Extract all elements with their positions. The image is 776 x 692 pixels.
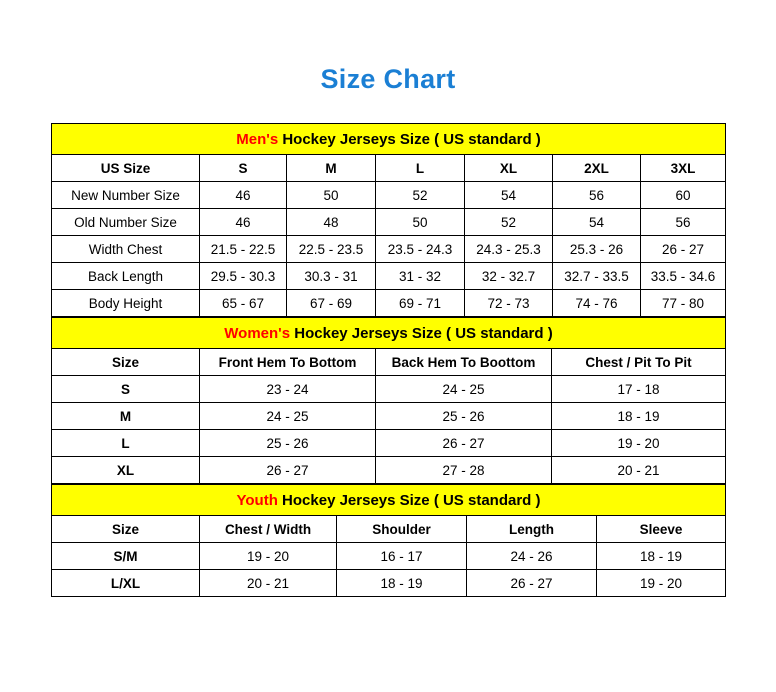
table-cell: 19 - 20 <box>597 570 726 597</box>
youth-banner-row <box>52 485 726 516</box>
table-row <box>52 457 726 484</box>
womens-size-table <box>51 317 726 484</box>
table-row <box>52 403 726 430</box>
table-cell: 25.3 - 26 <box>553 236 641 263</box>
mens-header-cell: 3XL <box>641 155 726 182</box>
table-cell: 48 <box>287 209 376 236</box>
womens-banner-accent: Women's <box>224 324 291 342</box>
table-cell: 23 - 24 <box>200 376 376 403</box>
row-label: Body Height <box>52 290 200 317</box>
table-cell: 21.5 - 22.5 <box>200 236 287 263</box>
table-cell: 32 - 32.7 <box>465 263 553 290</box>
table-row <box>52 376 726 403</box>
row-label: L <box>52 430 200 457</box>
womens-banner-row <box>52 318 726 349</box>
table-cell: 22.5 - 23.5 <box>287 236 376 263</box>
womens-header-row <box>52 349 726 376</box>
table-cell: 56 <box>553 182 641 209</box>
womens-banner-cell <box>52 318 726 349</box>
mens-header-row <box>52 155 726 182</box>
table-cell: 24 - 26 <box>467 543 597 570</box>
table-cell: 32.7 - 33.5 <box>553 263 641 290</box>
table-row <box>52 263 726 290</box>
table-cell: 18 - 19 <box>552 403 726 430</box>
row-label: New Number Size <box>52 182 200 209</box>
table-row <box>52 290 726 317</box>
table-cell: 46 <box>200 209 287 236</box>
table-cell: 46 <box>200 182 287 209</box>
womens-header-cell: Chest / Pit To Pit <box>552 349 726 376</box>
row-label: S/M <box>52 543 200 570</box>
youth-header-cell: Length <box>467 516 597 543</box>
mens-header-cell: M <box>287 155 376 182</box>
mens-header-cell: 2XL <box>553 155 641 182</box>
table-cell: 50 <box>376 209 465 236</box>
row-label: L/XL <box>52 570 200 597</box>
table-row <box>52 209 726 236</box>
mens-banner-rest: Hockey Jerseys Size ( US standard ) <box>278 130 541 148</box>
table-cell: 20 - 21 <box>552 457 726 484</box>
womens-banner-rest: Hockey Jerseys Size ( US standard ) <box>290 324 553 342</box>
table-cell: 26 - 27 <box>200 457 376 484</box>
mens-header-cell: S <box>200 155 287 182</box>
table-cell: 19 - 20 <box>200 543 337 570</box>
mens-banner-accent: Men's <box>236 130 279 148</box>
mens-header-cell: XL <box>465 155 553 182</box>
table-cell: 24.3 - 25.3 <box>465 236 553 263</box>
table-cell: 27 - 28 <box>376 457 552 484</box>
table-cell: 56 <box>641 209 726 236</box>
row-label: Width Chest <box>52 236 200 263</box>
table-cell: 54 <box>465 182 553 209</box>
youth-header-cell: Shoulder <box>337 516 467 543</box>
table-cell: 20 - 21 <box>200 570 337 597</box>
youth-banner-cell <box>52 485 726 516</box>
table-row <box>52 430 726 457</box>
table-cell: 25 - 26 <box>200 430 376 457</box>
table-cell: 50 <box>287 182 376 209</box>
youth-header-row <box>52 516 726 543</box>
table-cell: 52 <box>465 209 553 236</box>
table-cell: 69 - 71 <box>376 290 465 317</box>
table-cell: 54 <box>553 209 641 236</box>
table-cell: 65 - 67 <box>200 290 287 317</box>
womens-header-cell: Back Hem To Boottom <box>376 349 552 376</box>
table-cell: 17 - 18 <box>552 376 726 403</box>
youth-banner-accent: Youth <box>236 491 278 509</box>
table-cell: 26 - 27 <box>376 430 552 457</box>
row-label: Back Length <box>52 263 200 290</box>
womens-header-cell: Size <box>52 349 200 376</box>
table-cell: 26 - 27 <box>641 236 726 263</box>
table-cell: 18 - 19 <box>597 543 726 570</box>
table-cell: 30.3 - 31 <box>287 263 376 290</box>
table-cell: 60 <box>641 182 726 209</box>
tables-container <box>51 123 725 597</box>
table-cell: 16 - 17 <box>337 543 467 570</box>
mens-banner-row <box>52 124 726 155</box>
table-cell: 23.5 - 24.3 <box>376 236 465 263</box>
page-title: Size Chart <box>320 64 456 94</box>
youth-header-cell: Size <box>52 516 200 543</box>
table-row <box>52 570 726 597</box>
table-cell: 67 - 69 <box>287 290 376 317</box>
youth-size-table <box>51 484 726 597</box>
table-cell: 31 - 32 <box>376 263 465 290</box>
womens-header-cell: Front Hem To Bottom <box>200 349 376 376</box>
table-cell: 33.5 - 34.6 <box>641 263 726 290</box>
row-label: Old Number Size <box>52 209 200 236</box>
table-cell: 19 - 20 <box>552 430 726 457</box>
table-cell: 26 - 27 <box>467 570 597 597</box>
row-label: M <box>52 403 200 430</box>
table-cell: 72 - 73 <box>465 290 553 317</box>
mens-header-cell: US Size <box>52 155 200 182</box>
table-row <box>52 236 726 263</box>
youth-header-cell: Chest / Width <box>200 516 337 543</box>
row-label: XL <box>52 457 200 484</box>
table-cell: 74 - 76 <box>553 290 641 317</box>
youth-header-cell: Sleeve <box>597 516 726 543</box>
mens-header-cell: L <box>376 155 465 182</box>
table-cell: 52 <box>376 182 465 209</box>
table-cell: 29.5 - 30.3 <box>200 263 287 290</box>
table-row <box>52 182 726 209</box>
table-cell: 77 - 80 <box>641 290 726 317</box>
mens-banner-cell <box>52 124 726 155</box>
mens-size-table <box>51 123 726 317</box>
table-cell: 24 - 25 <box>376 376 552 403</box>
table-cell: 18 - 19 <box>337 570 467 597</box>
youth-banner-rest: Hockey Jerseys Size ( US standard ) <box>277 491 541 509</box>
table-cell: 25 - 26 <box>376 403 552 430</box>
table-cell: 24 - 25 <box>200 403 376 430</box>
row-label: S <box>52 376 200 403</box>
table-row <box>52 543 726 570</box>
